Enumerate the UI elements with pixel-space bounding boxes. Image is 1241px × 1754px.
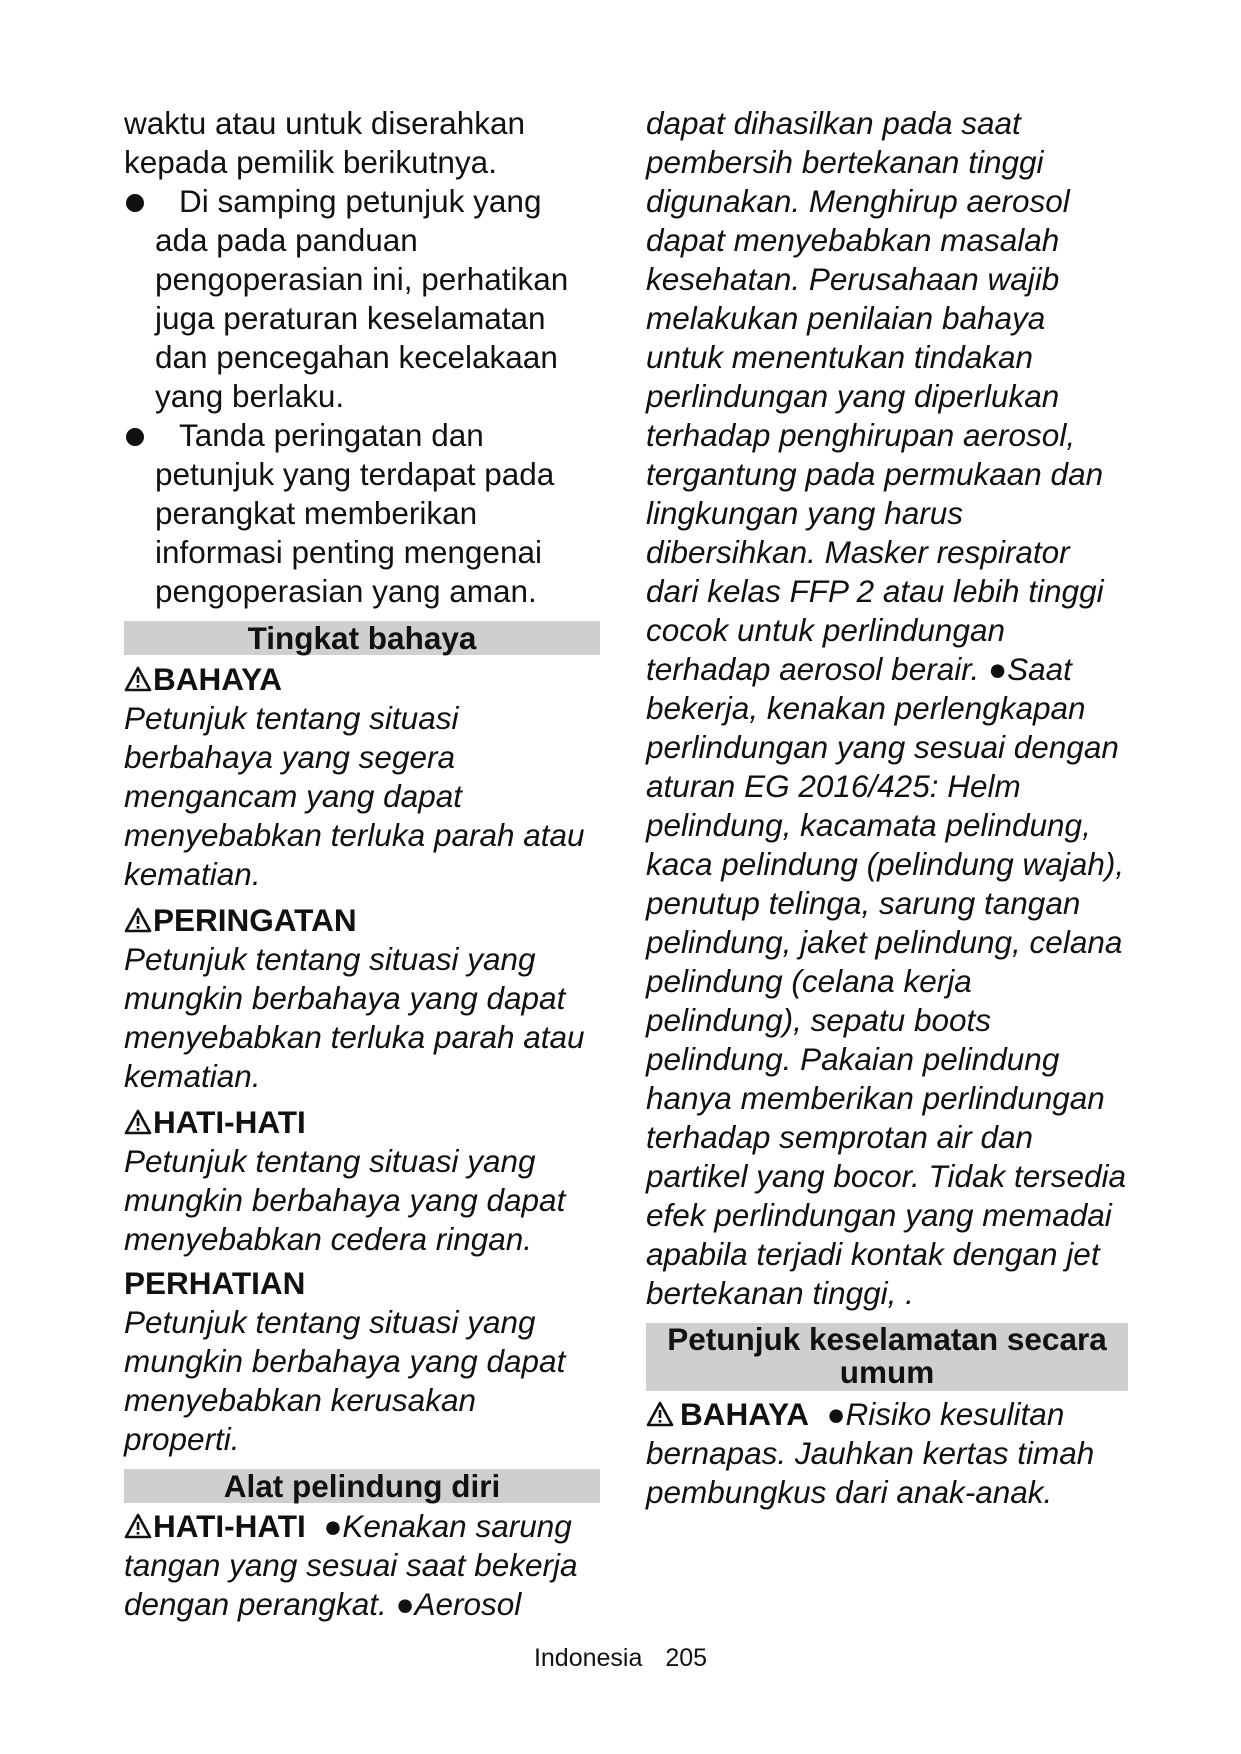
bullet-text: Di samping petunjuk yang ada pada panduan pengoperasian ini, perhatikan juga peraturan keselamatan dan pencegahan kecelakaan yang berlaku. xyxy=(155,183,569,414)
page-number: 205 xyxy=(665,1644,708,1672)
hazard-label-warning xyxy=(124,900,600,940)
right-column xyxy=(646,104,1128,1512)
general-safety-text: ●Risiko kesulitan bernapas. Jauhkan kertas timah pembungkus dari anak-anak. xyxy=(646,1396,1095,1510)
bullet-text: Tanda peringatan dan petunjuk yang terdapat pada perangkat memberikan informasi penting mengenai pengoperasian yang aman. xyxy=(155,417,555,609)
hazard-description: Petunjuk tentang situasi yang mungkin berbahaya yang dapat menyebabkan terluka parah atau kematian. xyxy=(124,941,585,1094)
general-safety-label-text: BAHAYA xyxy=(680,1396,809,1432)
general-safety-paragraph xyxy=(646,1395,1128,1512)
ppe-label xyxy=(124,1508,306,1544)
footer-language: Indonesia xyxy=(533,1644,643,1672)
ppe-label-text: HATI-HATI xyxy=(153,1508,306,1544)
continued-paragraph: dapat dihasilkan pada saat pembersih bertekanan tinggi digunakan. Menghirup aerosol dapat menyebabkan masalah kesehatan. Perusahaan wajib melakukan penilaian bahaya untuk menentukan tindakan perlindungan yang diperlukan terhadap penghirupan aerosol, tergantung pada permukaan dan lingkungan yang harus dibersihkan. Masker respirator dari kelas FFP 2 atau lebih tinggi cocok untuk perlindungan terhadap aerosol berair. ●Saat bekerja, kenakan perlengkapan perlindungan yang sesuai dengan aturan EG 2016/425: Helm pelindung, kacamata pelindung, kaca pelindung (pelindung wajah), penutup telinga, sarung tangan pelindung, jaket pelindung, celana pelindung (celana kerja pelindung), sepatu boots pelindung. Pakaian pelindung hanya memberikan perlindungan terhadap semprotan air dan partikel yang bocor. Tidak tersedia efek perlindungan yang memadai apabila terjadi kontak dengan jet bertekanan tinggi, . xyxy=(646,105,1127,1311)
hazard-label-danger xyxy=(124,659,600,699)
page-footer xyxy=(0,1643,1241,1673)
general-safety-label xyxy=(646,1396,809,1432)
section-heading-ppe: Alat pelindung diri xyxy=(124,1469,600,1503)
hazard-label-caution xyxy=(124,1102,600,1142)
hazard-description: Petunjuk tentang situasi yang mungkin berbahaya yang dapat menyebabkan kerusakan properti. xyxy=(124,1304,566,1457)
warning-triangle-icon xyxy=(124,666,152,692)
warning-triangle-icon xyxy=(646,1401,674,1427)
warning-triangle-icon xyxy=(124,1109,152,1135)
hazard-label-text: BAHAYA xyxy=(153,661,282,697)
bullet-item xyxy=(124,416,600,611)
hazard-label-text: HATI-HATI xyxy=(153,1104,306,1140)
intro-paragraph: waktu atau untuk diserahkan kepada pemilik berikutnya. xyxy=(124,105,526,180)
bullet-dot-icon xyxy=(126,194,144,212)
ppe-text: ●Kenakan sarung tangan yang sesuai saat bekerja dengan perangkat. ●Aerosol xyxy=(124,1508,578,1622)
left-column xyxy=(124,104,600,1624)
warning-triangle-icon xyxy=(124,1513,152,1539)
ppe-paragraph xyxy=(124,1507,600,1624)
hazard-label-text: PERINGATAN xyxy=(153,902,357,938)
hazard-label-notice: PERHATIAN xyxy=(124,1265,306,1301)
hazard-description: Petunjuk tentang situasi yang mungkin berbahaya yang dapat menyebabkan cedera ringan. xyxy=(124,1143,566,1257)
hazard-description: Petunjuk tentang situasi berbahaya yang segera mengancam yang dapat menyebabkan terluka parah atau kematian. xyxy=(124,700,585,892)
section-heading-general-safety: Petunjuk keselamatan secara umum xyxy=(646,1323,1128,1391)
bullet-item xyxy=(124,182,600,416)
bullet-dot-icon xyxy=(126,428,144,446)
section-heading-hazard-levels: Tingkat bahaya xyxy=(124,621,600,655)
warning-triangle-icon xyxy=(124,907,152,933)
